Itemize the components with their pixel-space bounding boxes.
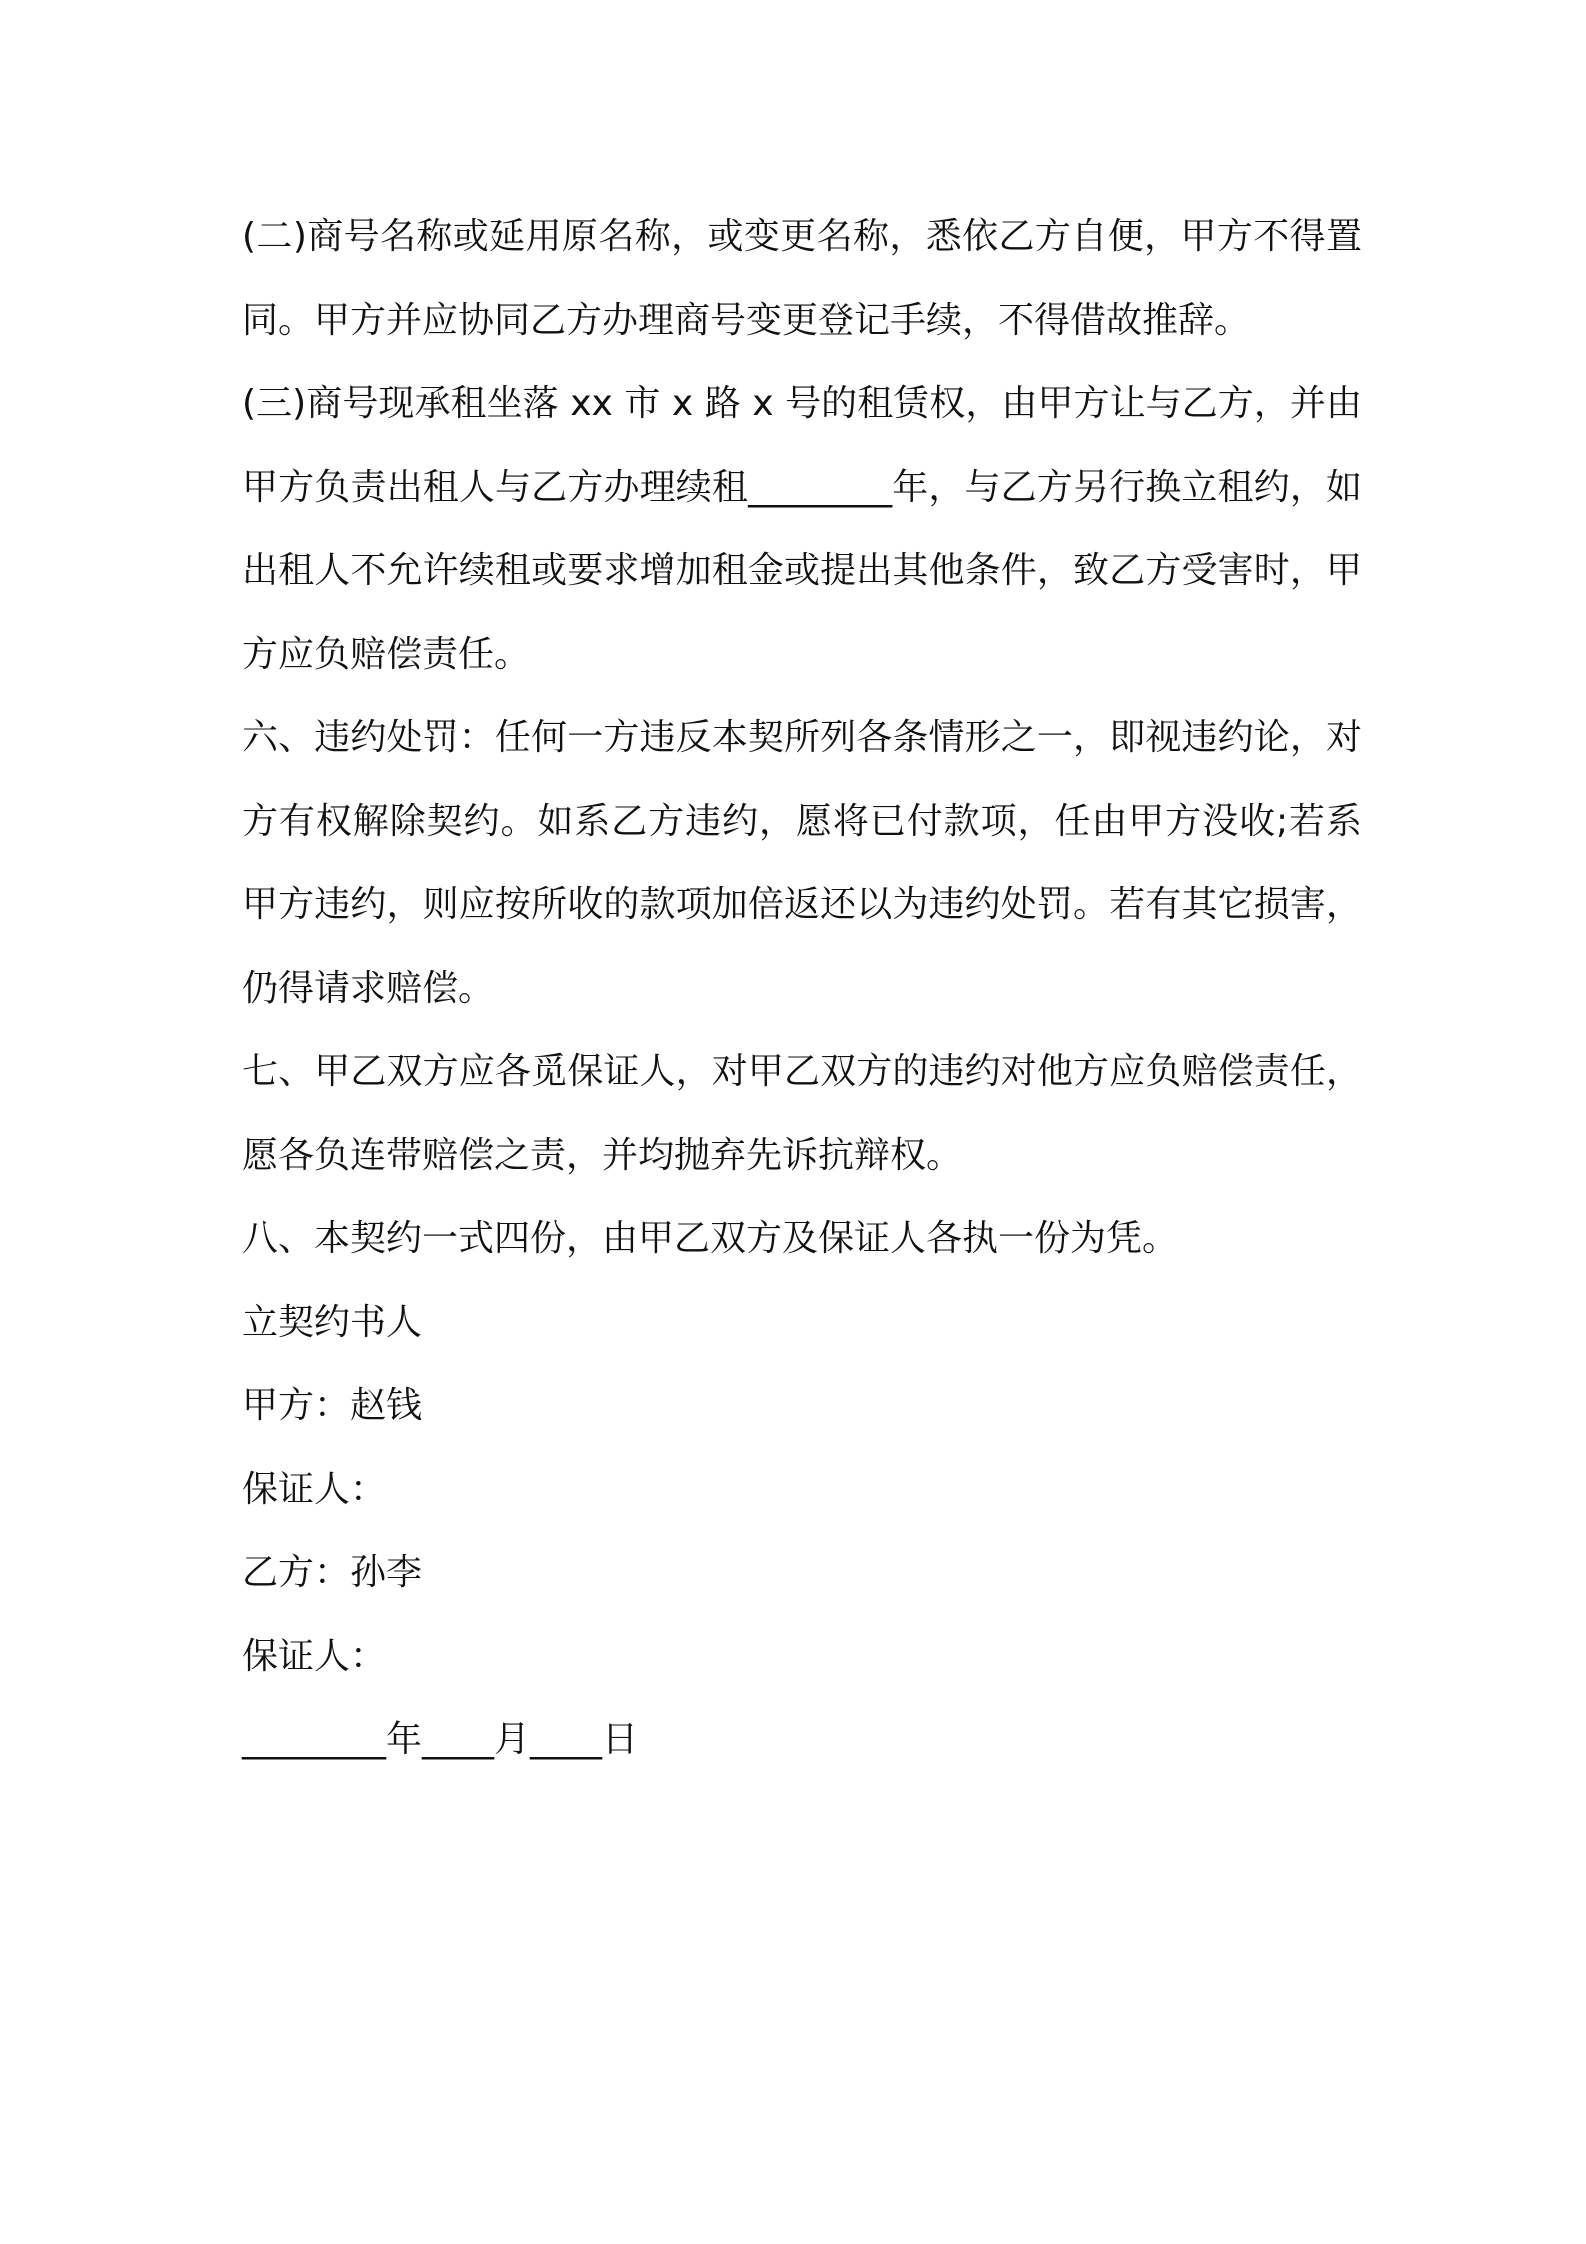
guarantor-b-line: 保证人： [242, 1635, 387, 1677]
guarantor-a-line: 保证人： [242, 1468, 387, 1510]
clause-7-guarantors: 七、甲乙双方应各觅保证人，对甲乙双方的违约对他方应负赔偿责任，愿各负连带赔偿之责，并均抛弃先诉抗辩权。 [242, 1051, 1362, 1176]
party-b-line: 乙方：孙李 [242, 1552, 423, 1593]
signatories-heading: 立契约书人 [242, 1301, 423, 1343]
date-line: ________年____月____日 [242, 1719, 639, 1760]
clause-2-trade-name: (二)商号名称或延用原名称，或变更名称，悉依乙方自便，甲方不得置同。甲方并应协同乙方办理商号变更登记手续，不得借故推辞。 [242, 216, 1362, 341]
clause-3-lease-right: (三)商号现承租坐落 xx 市 x 路 x 号的租赁权，由甲方让与乙方，并由甲方负责出租人与乙方办理续租________年，与乙方另行换立租约，如出租人不允许续租或要求增加租金或提出其他条件，致乙方受害时，甲方应负赔偿责任。 [242, 383, 1362, 675]
party-a-line: 甲方：赵钱 [242, 1385, 423, 1426]
clause-6-breach-penalty: 六、违约处罚：任何一方违反本契所列各条情形之一，即视违约论，对方有权解除契约。如系乙方违约，愿将已付款项，任由甲方没收;若系甲方违约，则应按所收的款项加倍返还以为违约处罚。若有其它损害，仍得请求赔偿。 [242, 717, 1362, 1009]
clause-8-copies: 八、本契约一式四份，由甲乙双方及保证人各执一份为凭。 [242, 1218, 1179, 1259]
document-body [242, 195, 1362, 1782]
